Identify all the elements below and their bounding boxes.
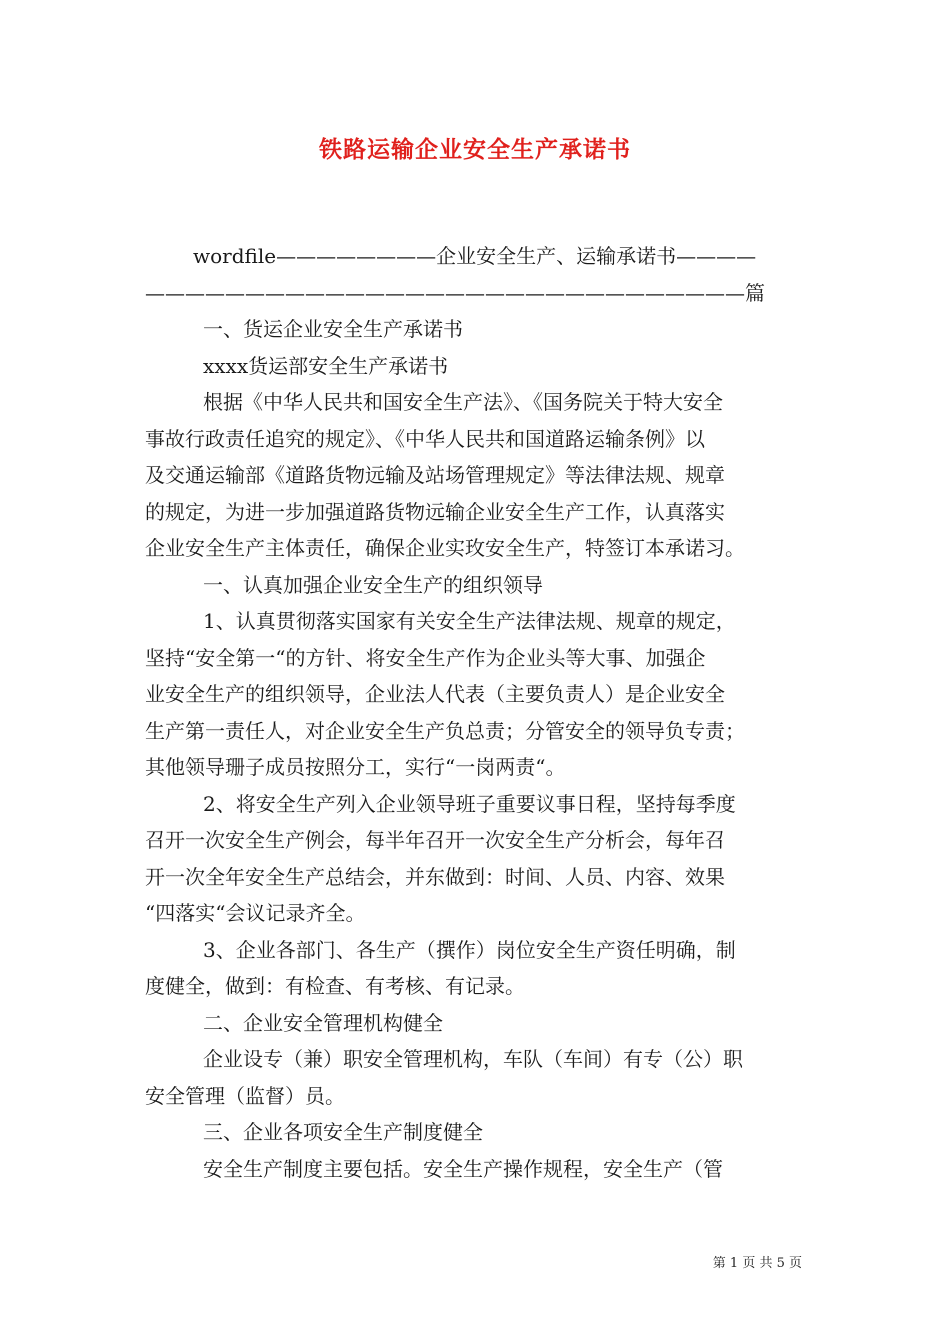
paragraph-line: 开一次全年安全生产总结会，并东做到：时间、人员、内容、效果	[145, 864, 725, 889]
paragraph-line: 安全生产制度主要包括。安全生产操作规程，安全生产（管	[203, 1156, 723, 1181]
paragraph-line: 企业设专（兼）职安全管理机构，车队（车间）有专（公）职	[203, 1047, 743, 1071]
paragraph-line: 安全管理（监督）员。	[145, 1083, 345, 1108]
paragraph-line: 2、将安全生产列入企业领导班子重要议事日程，坚持每季度	[203, 791, 736, 816]
section-heading: 三、企业各项安全生产制度健全	[203, 1120, 483, 1144]
section-heading: 一、货运企业安全生产承诺书	[203, 317, 463, 341]
body-line: xxxx货运部安全生产承诺书	[203, 353, 449, 378]
paragraph-line: 根据《中华人民共和国安全生产法》、《国务院关于特大安全	[203, 390, 723, 414]
paragraph-line: 及交通运输部《道路货物远输及站场管理规定》等法律法规、规章	[145, 463, 725, 487]
paragraph-line: 事故行政责任追究的规定》、《中华人民共和国道路运输条例》以	[145, 426, 705, 451]
paragraph-line: 度健全，做到：有检查、有考核、有记录。	[145, 974, 525, 998]
page-number: 第 1 页 共 5 页	[712, 1256, 802, 1271]
section-heading: 一、认真加强企业安全生产的组织领导	[203, 572, 543, 597]
paragraph-line: 企业安全生产主体责任，确保企业实玫安全生产，特签订本承诺习。	[145, 536, 745, 560]
paragraph-line: 坚持“安全第一“的方针、将安全生产作为企业头等大事、加强企	[145, 645, 706, 670]
document-title: 铁路运输企业安全生产承诺书	[319, 136, 631, 163]
paragraph-line: 生产第一责任人，对企业安全生产负总责；分管安全的领导负专责；	[145, 718, 745, 743]
paragraph-line: 业安全生产的组织领导，企业法人代表（主要负责人）是企业安全	[145, 682, 725, 706]
paragraph-line: 1、认真贯彻落实国家有关安全生产法律法规、规章的规定，	[203, 609, 736, 633]
paragraph-line: “四落实“会议记录齐全。	[145, 901, 366, 925]
paragraph-line: 的规定，为进一步加强道路货物远输企业安全生产工作，认真落实	[145, 499, 725, 524]
body-line: wordfile————————企业安全生产、运输承诺书————	[193, 244, 757, 268]
paragraph-line: 3、企业各部门、各生产（撰作）岗位安全生产资任明确，制	[203, 937, 736, 962]
body-line: ——————————————————————————————篇	[145, 280, 765, 305]
paragraph-line: 召开一次安全生产例会，每半年召开一次安全生产分析会，每年召	[145, 828, 725, 852]
paragraph-line: 其他领导珊子成员按照分工，实行“一岗两责“。	[145, 755, 566, 779]
document-body	[145, 238, 810, 1187]
section-heading: 二、企业安全管理机构健全	[203, 1010, 443, 1035]
